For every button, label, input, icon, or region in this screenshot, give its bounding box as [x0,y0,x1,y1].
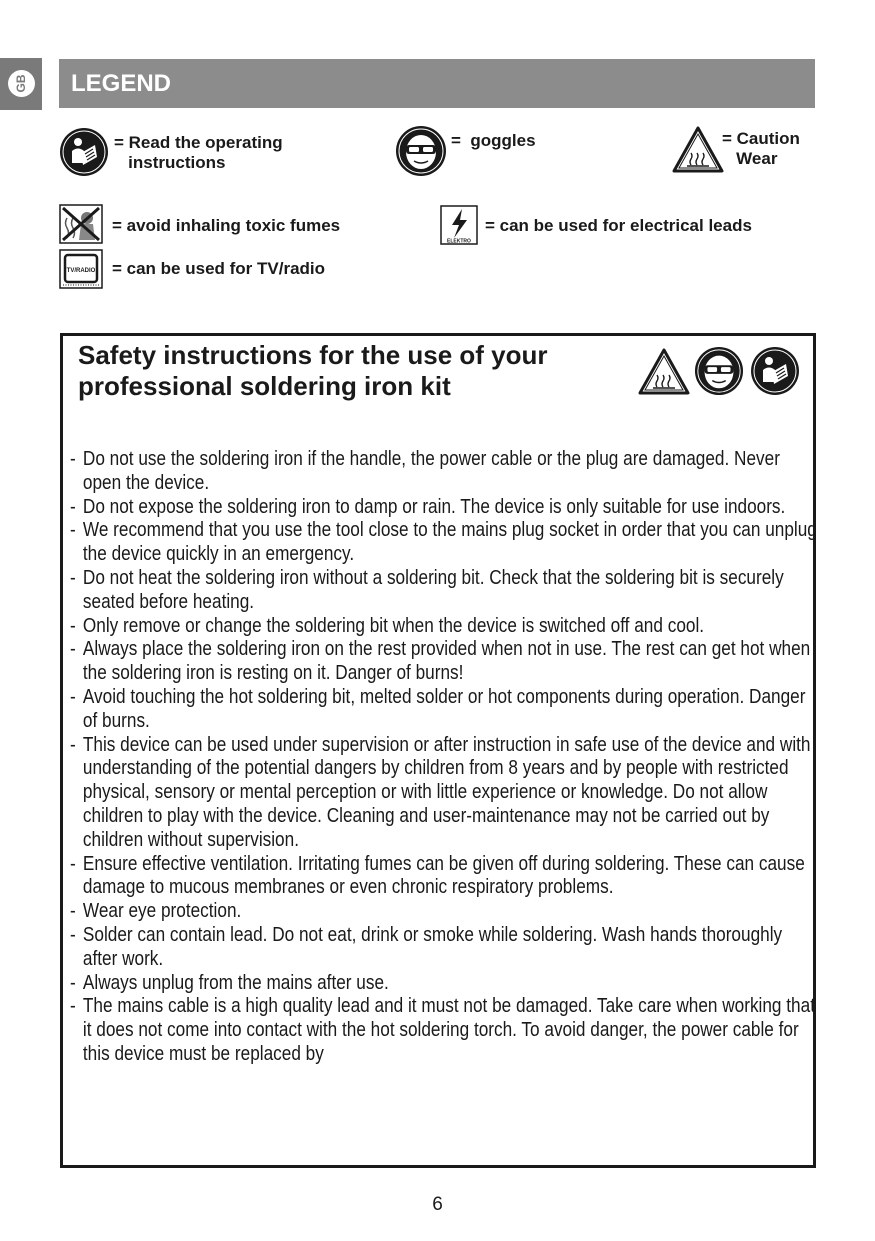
list-item: - Ensure effective ventilation. Irritating fumes can be given off during soldering. These can cause damage to mucous membranes or even chronic respiratory problems. [70,853,819,901]
legend-goggles-text: = goggles [451,131,536,150]
goggles-icon [395,125,447,177]
tv-radio-icon-label: TV/RADIO [66,268,96,274]
list-item: - Avoid touching the hot soldering bit, melted solder or hot components during operation. Danger of burns. [70,686,819,734]
read-manual-icon [750,346,800,396]
safety-instructions-list [70,448,817,1067]
legend-header [59,59,815,108]
list-item: - Only remove or change the soldering bit when the device is switched off and cool. [70,615,819,639]
legend-read-instructions-text: = Read the operating instructions [114,133,283,172]
legend-electrical-text: = can be used for electrical leads [485,216,752,235]
list-item: - This device can be used under supervision or after instruction in safe use of the device and with understanding of the potential dangers by children from 8 years and by people with restricted physical, sensory or mental perception or with little experience or knowledge. Do not allow children to play with the device. Cleaning and user-maintenance may not be carried out by children without supervision. [70,734,819,853]
list-item: - We recommend that you use the tool close to the mains plug socket in order that you can unplug the device quickly in an emergency. [70,519,819,567]
list-item: - Do not heat the soldering iron without a soldering bit. Check that the soldering bit is securely seated before heating. [70,567,819,615]
legend-caution-text: = Caution Wear [722,129,800,168]
no-fumes-icon [59,204,103,244]
hot-surface-warning-icon [638,348,690,395]
legend-title: LEGEND [71,70,172,97]
page-number: 6 [432,1194,443,1215]
list-item: - Do not expose the soldering iron to damp or rain. The device is only suitable for use indoors. [70,496,819,520]
safety-title: Safety instructions for the use of your professional soldering iron kit [78,340,548,401]
legend-tv-radio-text: = can be used for TV/radio [112,259,326,278]
language-tab-label: GB [14,74,28,93]
legend-fumes-text: = avoid inhaling toxic fumes [112,216,341,235]
goggles-icon [694,346,744,396]
read-manual-icon [59,127,109,177]
tv-radio-icon [59,249,103,289]
elektro-icon [440,205,478,245]
list-item: - The mains cable is a high quality lead and it must not be damaged. Take care when working that it does not come into contact with the hot soldering torch. To avoid danger, the power cable for this device must be replaced by [70,995,819,1066]
list-item: - Wear eye protection. [70,900,819,924]
list-item: - Always place the soldering iron on the rest provided when not in use. The rest can get hot when the soldering iron is resting on it. Danger of burns! [70,638,819,686]
list-item: - Always unplug from the mains after use. [70,972,819,996]
elektro-icon-label: ELEKTRO [447,238,471,245]
list-item: - Do not use the soldering iron if the handle, the power cable or the plug are damaged. Never open the device. [70,448,819,496]
hot-surface-warning-icon [672,126,724,173]
list-item: - Solder can contain lead. Do not eat, drink or smoke while soldering. Wash hands thoroughly after work. [70,924,819,972]
